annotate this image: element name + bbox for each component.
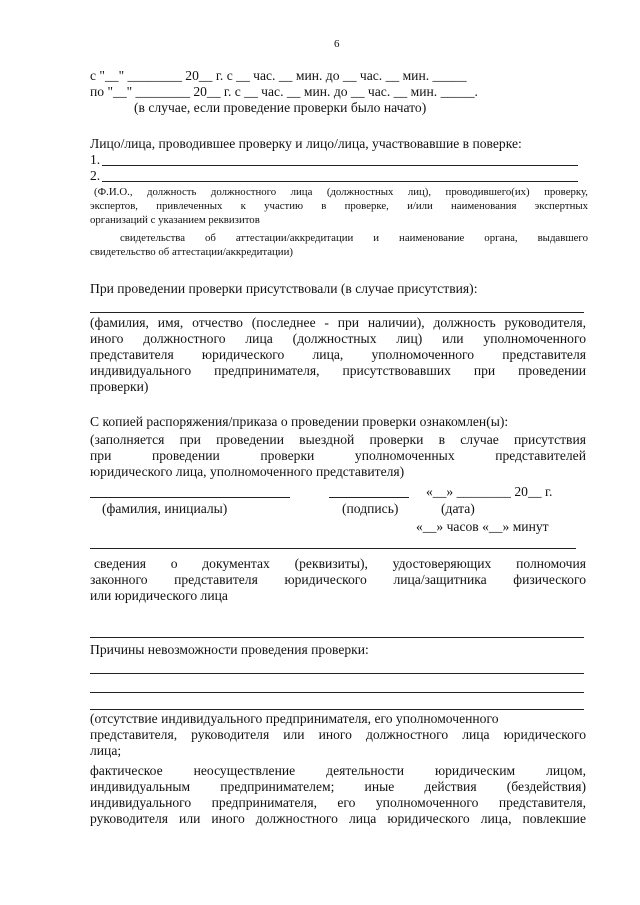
inspectors-hint-4: свидетельства об аттестации/аккредитации и наименование органа, выдавшего — [120, 232, 588, 244]
present-line-5: проверки) — [90, 379, 149, 394]
inspectors-hint-1: (Ф.И.О., должность должностного лица (должностных лиц), проводившего(их) проверку, — [94, 186, 588, 198]
documents-line-3: или юридического лица — [90, 588, 228, 603]
reasons-top-line[interactable] — [90, 637, 584, 638]
name-fill-line[interactable] — [90, 497, 290, 498]
time-fill[interactable]: «__» часов «__» минут — [416, 519, 549, 534]
present-heading: При проведении проверки присутствовали (в случае присутствия): — [90, 281, 478, 296]
signature-caption: (подпись) — [342, 501, 399, 516]
inspectors-hint-2: экспертов, привлеченных к участию в проверке, и/или наименования экспертных — [90, 200, 588, 212]
reasons-line-1: (отсутствие индивидуального предпринимателя, его уполномоченного — [90, 711, 499, 726]
acquaint-line-1: (заполняется при проведении выездной проверки в случае присутствия — [90, 432, 586, 447]
reasons-line-5: индивидуальным предпринимателем; иные действия (бездействия) — [90, 779, 586, 794]
name-caption: (фамилия, инициалы) — [102, 501, 228, 516]
date-fill[interactable]: «__» ________ 20__ г. — [426, 484, 553, 499]
inspectors-heading: Лицо/лица, проводившее проверку и лицо/лица, участвовавшие в поверке: — [90, 136, 522, 151]
inspectors-hint-3: организаций с указанием реквизитов — [90, 214, 260, 226]
reasons-fill-line-3[interactable] — [90, 709, 584, 710]
reasons-line-7: руководителя или иного должностного лица юридического лица, повлекшие — [90, 811, 586, 826]
inspector-line-1[interactable] — [102, 165, 578, 166]
date-caption: (дата) — [441, 501, 475, 516]
documents-line-2: законного представителя юридического лица/защитника физического — [90, 572, 586, 587]
reasons-line-4: фактическое неосуществление деятельности юридическим лицом, — [90, 763, 586, 778]
period-line-1: с "__" ________ 20__ г. с __ час. __ мин. до __ час. __ мин. _____ — [90, 68, 467, 83]
reasons-line-3: лица; — [90, 743, 122, 758]
inspectors-hint-5: свидетельство об аттестации/аккредитации) — [90, 246, 293, 258]
period-note: (в случае, если проведение проверки было начато) — [134, 100, 427, 115]
reasons-line-2: представителя, руководителя или иного должностного лица юридического — [90, 727, 586, 742]
reasons-line-6: индивидуального предпринимателя, его уполномоченного представителя, — [90, 795, 586, 810]
present-line-1: (фамилия, имя, отчество (последнее - при наличии), должность руководителя, — [90, 315, 586, 330]
documents-line-1: сведения о документах (реквизиты), удостоверяющих полномочия — [94, 556, 586, 571]
present-fill-line[interactable] — [90, 312, 584, 313]
present-line-3: представителя юридического лица, уполномоченного представителя — [90, 347, 586, 362]
page-number: 6 — [334, 38, 340, 50]
inspector-item-2: 2. — [90, 168, 101, 183]
signature-fill-line[interactable] — [329, 497, 409, 498]
acquaint-line-3: юридического лица, уполномоченного представителя) — [90, 464, 405, 479]
present-line-2: иного должностного лица (должностных лиц) или уполномоченного — [90, 331, 586, 346]
reasons-fill-line-1[interactable] — [90, 673, 584, 674]
acquaint-line-2: при проведении проверки уполномоченных представителей — [90, 448, 586, 463]
reasons-fill-line-2[interactable] — [90, 692, 584, 693]
present-line-4: индивидуального предпринимателя, присутствовавших при проведении — [90, 363, 586, 378]
documents-fill-line[interactable] — [90, 548, 576, 549]
period-line-2: по "__" ________ 20__ г. с __ час. __ мин. до __ час. __ мин. _____. — [90, 84, 478, 99]
inspector-line-2[interactable] — [102, 181, 578, 182]
reasons-heading: Причины невозможности проведения проверки: — [90, 642, 369, 657]
acquaint-heading: С копией распоряжения/приказа о проведении проверки ознакомлен(ы): — [90, 414, 509, 429]
inspector-item-1: 1. — [90, 152, 101, 167]
